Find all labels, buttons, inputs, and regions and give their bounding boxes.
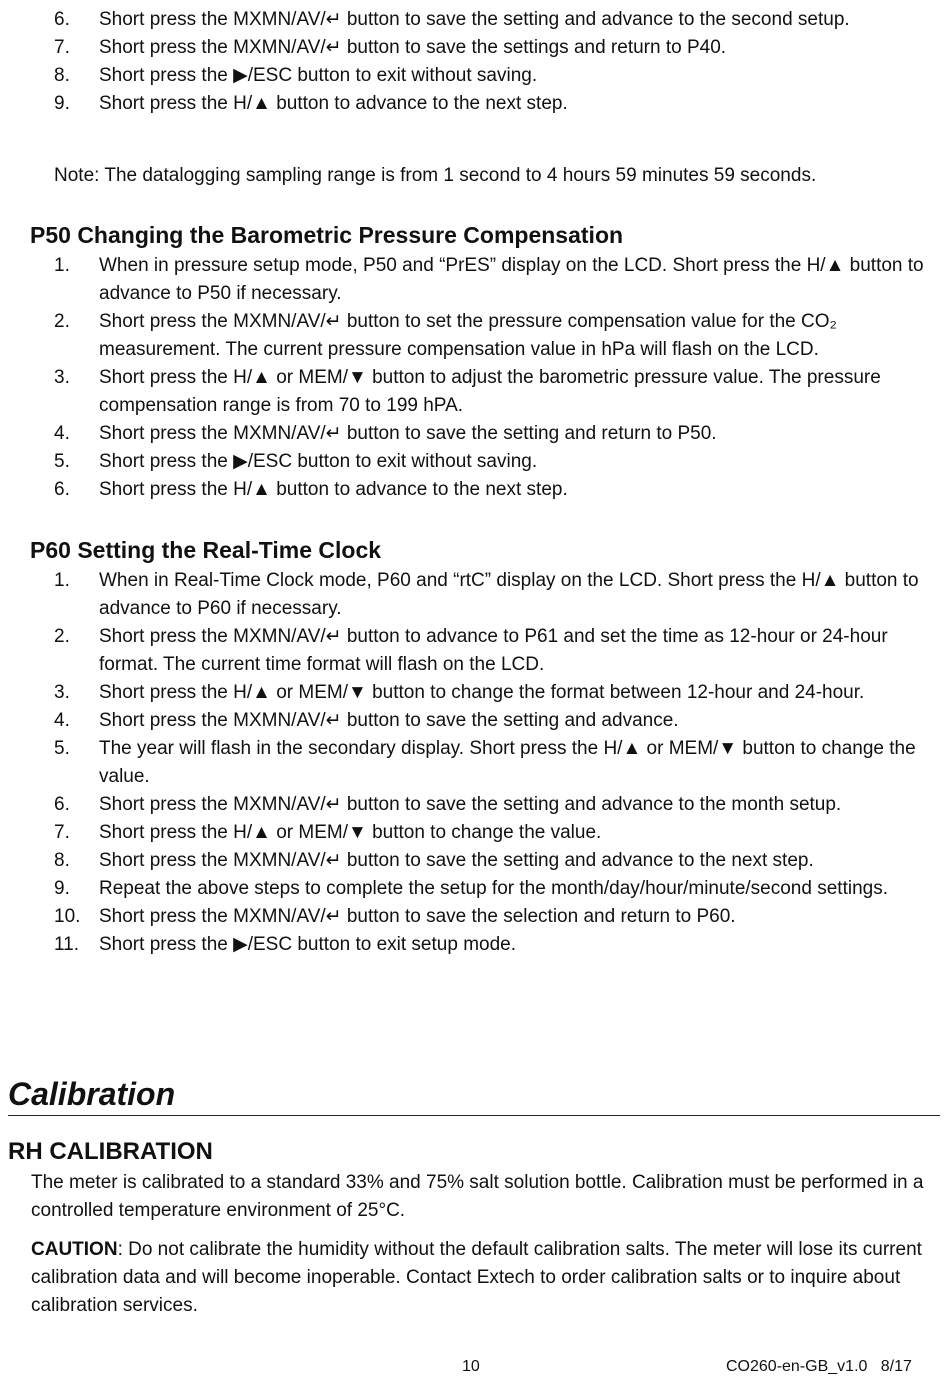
- p50-steps: [0, 252, 950, 504]
- list-item: [0, 252, 950, 308]
- item-text: When in pressure setup mode, P50 and “PrES” display on the LCD. Short press the H/▲ button to advance to P50 if necessary.: [99, 255, 924, 304]
- item-number: 2.: [54, 311, 70, 332]
- list-item: [0, 735, 950, 791]
- p50-title: P50 Changing the Barometric Pressure Compensation: [30, 222, 624, 248]
- list-continued: [0, 6, 950, 118]
- list-item: [0, 931, 950, 959]
- item-number: 10.: [54, 906, 81, 927]
- item-number: 1.: [54, 570, 70, 591]
- item-text: Short press the MXMN/AV/↵ button to set the pressure compensation value for the CO₂ measurement. The current pressure compensation value in hPa will flash on the LCD.: [99, 311, 837, 360]
- list-item: [0, 6, 950, 34]
- rh-calibration-heading: RH CALIBRATION: [8, 1138, 213, 1165]
- p60-steps: [0, 567, 950, 959]
- item-text: Short press the H/▲ or MEM/▼ button to change the value.: [99, 822, 602, 843]
- item-number: 8.: [54, 850, 70, 871]
- caution-paragraph: [31, 1236, 941, 1320]
- item-text: Short press the MXMN/AV/↵ button to save the selection and return to P60.: [99, 906, 736, 927]
- list-item: [0, 623, 950, 679]
- item-number: 9.: [54, 878, 70, 899]
- list-item: [0, 476, 950, 504]
- item-number: 4.: [54, 710, 70, 731]
- item-text: Short press the MXMN/AV/↵ button to save the setting and advance to the next step.: [99, 850, 814, 871]
- item-text: Repeat the above steps to complete the setup for the month/day/hour/minute/second settings.: [99, 878, 888, 899]
- list-item: [0, 847, 950, 875]
- item-text: Short press the MXMN/AV/↵ button to save the setting and return to P50.: [99, 423, 717, 444]
- list-item: [0, 875, 950, 903]
- item-number: 1.: [54, 255, 70, 276]
- list-item: [0, 34, 950, 62]
- item-text: Short press the ▶/ESC button to exit without saving.: [99, 451, 538, 472]
- item-number: 7.: [54, 822, 70, 843]
- item-number: 3.: [54, 682, 70, 703]
- item-number: 3.: [54, 367, 70, 388]
- item-number: 9.: [54, 93, 70, 114]
- item-number: 8.: [54, 65, 70, 86]
- item-number: 7.: [54, 37, 70, 58]
- calibration-heading: Calibration: [8, 1076, 176, 1112]
- caution-text: : Do not calibrate the humidity without the default calibration salts. The meter will lose its current calibration data and will become inoperable. Contact Extech to order calibration salts or to inquire about calibration services.: [31, 1239, 922, 1316]
- item-number: 6.: [54, 794, 70, 815]
- list-item: [0, 62, 950, 90]
- list-item: [0, 90, 950, 118]
- item-number: 6.: [54, 479, 70, 500]
- heading-divider: [8, 1115, 940, 1116]
- list-item: [0, 707, 950, 735]
- document-id: CO260-en-GB_v1.0 8/17: [726, 1358, 912, 1375]
- list-item: [0, 364, 950, 420]
- page-number: 10: [462, 1358, 480, 1375]
- item-text: Short press the MXMN/AV/↵ button to save the setting and advance to the second setup.: [99, 9, 850, 30]
- item-number: 11.: [54, 934, 80, 955]
- list-item: [0, 448, 950, 476]
- sampling-note: Note: The datalogging sampling range is from 1 second to 4 hours 59 minutes 59 seconds.: [54, 165, 817, 186]
- caution-label: CAUTION: [31, 1239, 118, 1260]
- item-text: Short press the H/▲ or MEM/▼ button to adjust the barometric pressure value. The pressure compensation range is from 70 to 199 hPA.: [99, 367, 881, 416]
- item-number: 4.: [54, 423, 70, 444]
- list-item: [0, 567, 950, 623]
- list-item: [0, 420, 950, 448]
- item-text: Short press the MXMN/AV/↵ button to advance to P61 and set the time as 12-hour or 24-hour format. The current time format will flash on the LCD.: [99, 626, 888, 675]
- item-text: Short press the MXMN/AV/↵ button to save the setting and advance.: [99, 710, 679, 731]
- list-item: [0, 791, 950, 819]
- list-item: [0, 679, 950, 707]
- list-item: [0, 308, 950, 364]
- list-item: [0, 903, 950, 931]
- item-text: The year will flash in the secondary display. Short press the H/▲ or MEM/▼ button to change the value.: [99, 738, 916, 787]
- item-number: 5.: [54, 451, 70, 472]
- item-text: Short press the H/▲ button to advance to the next step.: [99, 93, 568, 114]
- item-text: Short press the ▶/ESC button to exit setup mode.: [99, 934, 516, 955]
- item-text: Short press the H/▲ or MEM/▼ button to change the format between 12-hour and 24-hour.: [99, 682, 865, 703]
- list-item: [0, 819, 950, 847]
- p60-title: P60 Setting the Real-Time Clock: [30, 537, 382, 563]
- item-number: 2.: [54, 626, 70, 647]
- item-text: When in Real-Time Clock mode, P60 and “rtC” display on the LCD. Short press the H/▲ button to advance to P60 if necessary.: [99, 570, 919, 619]
- item-text: Short press the MXMN/AV/↵ button to save the setting and advance to the month setup.: [99, 794, 842, 815]
- item-text: Short press the MXMN/AV/↵ button to save the settings and return to P40.: [99, 37, 727, 58]
- item-number: 6.: [54, 9, 70, 30]
- item-text: Short press the ▶/ESC button to exit without saving.: [99, 65, 538, 86]
- rh-intro: The meter is calibrated to a standard 33% and 75% salt solution bottle. Calibration must be performed in a controlled temperature environment of 25°C.: [31, 1172, 924, 1221]
- item-text: Short press the H/▲ button to advance to the next step.: [99, 479, 568, 500]
- item-number: 5.: [54, 738, 70, 759]
